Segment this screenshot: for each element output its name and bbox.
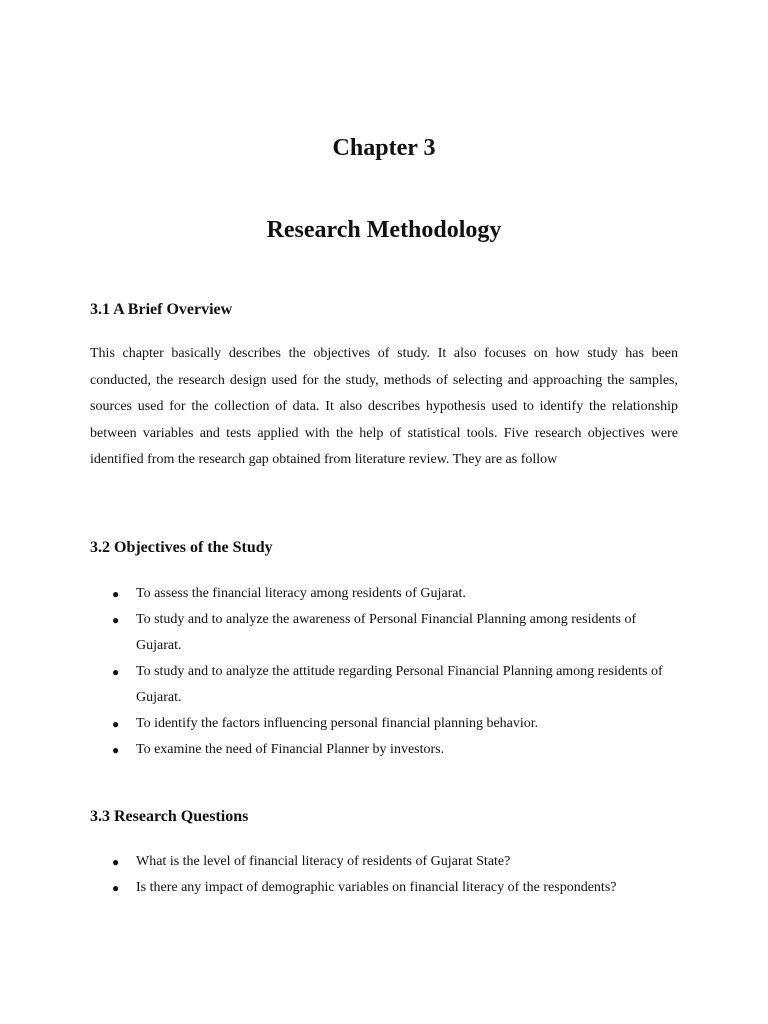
question-text: Is there any impact of demographic variables on financial literacy of the respondents? xyxy=(136,880,617,895)
list-item xyxy=(90,607,678,659)
objective-text: To examine the need of Financial Planner by investors. xyxy=(136,742,445,757)
bullet-icon: ● xyxy=(112,613,120,627)
list-item xyxy=(90,737,678,763)
list-item xyxy=(90,849,678,875)
section-heading-research-questions: 3.3 Research Questions xyxy=(90,808,249,825)
bullet-icon: ● xyxy=(112,881,120,895)
objective-text: To assess the financial literacy among residents of Gujarat. xyxy=(136,586,466,601)
bullet-icon: ● xyxy=(112,665,120,679)
chapter-title: Research Methodology xyxy=(266,217,502,243)
section-heading-objectives: 3.2 Objectives of the Study xyxy=(90,539,273,556)
objective-text: To study and to analyze the attitude regarding Personal Financial Planning among residents of Gujarat. xyxy=(136,664,663,705)
bullet-icon: ● xyxy=(112,855,120,869)
section-heading-overview: 3.1 A Brief Overview xyxy=(90,301,233,318)
bullet-icon: ● xyxy=(112,743,120,757)
overview-paragraph: This chapter basically describes the objectives of study. It also focuses on how study has been conducted, the research design used for the study, methods of selecting and approaching the samples, sources used for the collection of data. It also describes hypothesis used to identify the relationship between variables and tests applied with the help of statistical tools. Five research objectives were identified from the research gap obtained from literature review. They are as follow xyxy=(90,346,678,468)
objective-text: To study and to analyze the awareness of Personal Financial Planning among residents of Gujarat. xyxy=(136,612,637,653)
bullet-icon: ● xyxy=(112,587,120,601)
list-item xyxy=(90,659,678,711)
chapter-label: Chapter 3 xyxy=(332,135,436,161)
research-questions-list xyxy=(90,849,678,901)
bullet-icon: ● xyxy=(112,717,120,731)
list-item xyxy=(90,875,678,901)
list-item xyxy=(90,581,678,607)
question-text: What is the level of financial literacy of residents of Gujarat State? xyxy=(136,854,511,869)
objectives-list xyxy=(90,581,678,763)
objective-text: To identify the factors influencing personal financial planning behavior. xyxy=(136,716,539,731)
list-item xyxy=(90,711,678,737)
